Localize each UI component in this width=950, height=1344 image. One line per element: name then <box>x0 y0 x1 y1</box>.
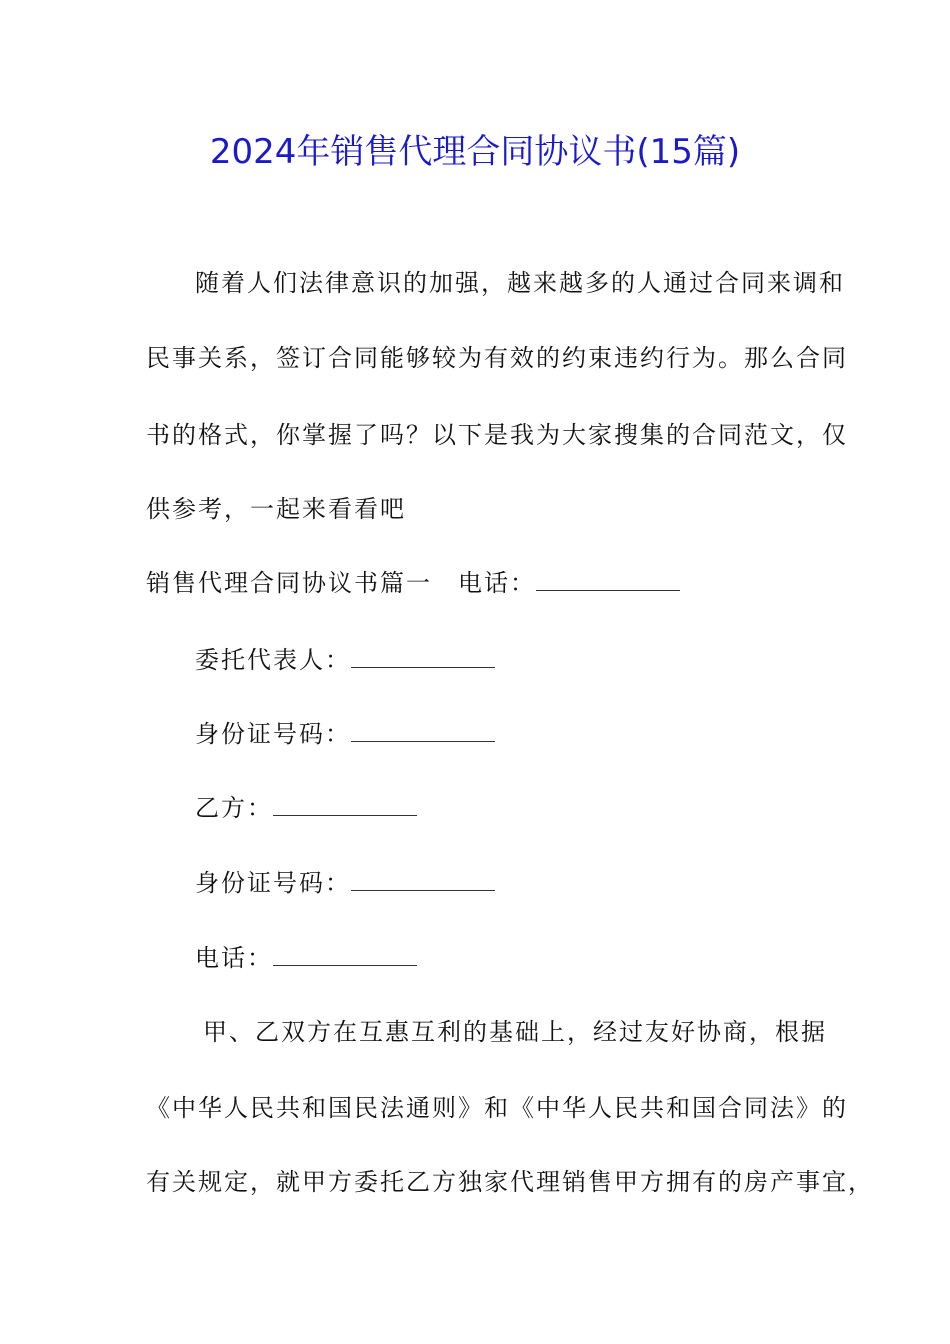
field-row-id-number-b <box>195 866 495 900</box>
body-line-1: 甲、乙双方在互惠互利的基础上，经过友好协商，根据 <box>203 1018 827 1046</box>
field-row-id-number <box>195 717 495 751</box>
intro-line-1: 随着人们法律意识的加强，越来越多的人通过合同来调和 <box>195 269 845 297</box>
phone-label: 电话： <box>458 569 536 597</box>
field-label: 委托代表人： <box>195 646 351 674</box>
field-label: 电话： <box>195 944 273 972</box>
intro-line-2: 民事关系，签订合同能够较为有效的约束违约行为。那么合同 <box>146 344 848 372</box>
field-label: 身份证号码： <box>195 869 351 897</box>
field-label: 乙方： <box>195 794 273 822</box>
phone-blank <box>536 568 680 591</box>
section-heading-row <box>146 566 432 600</box>
field-blank <box>351 645 495 668</box>
field-row-phone-b <box>195 941 417 975</box>
field-row-representative <box>195 643 495 677</box>
phone-field-row-1 <box>458 566 680 600</box>
field-blank <box>351 719 495 742</box>
body-line-2: 《中华人民共和国民法通则》和《中华人民共和国合同法》的 <box>146 1094 848 1122</box>
intro-line-3: 书的格式，你掌握了吗？以下是我为大家搜集的合同范文，仅 <box>146 421 848 449</box>
field-blank <box>273 943 417 966</box>
field-label: 身份证号码： <box>195 720 351 748</box>
intro-line-4: 供参考，一起来看看吧 <box>146 495 406 523</box>
body-line-3: 有关规定，就甲方委托乙方独家代理销售甲方拥有的房产事宜， <box>146 1168 874 1196</box>
field-blank <box>351 868 495 891</box>
document-title: 2024年销售代理合同协议书(15篇) <box>209 132 741 172</box>
section-heading: 销售代理合同协议书篇一 <box>146 569 432 597</box>
field-blank <box>273 793 417 816</box>
field-row-party-b <box>195 791 417 825</box>
